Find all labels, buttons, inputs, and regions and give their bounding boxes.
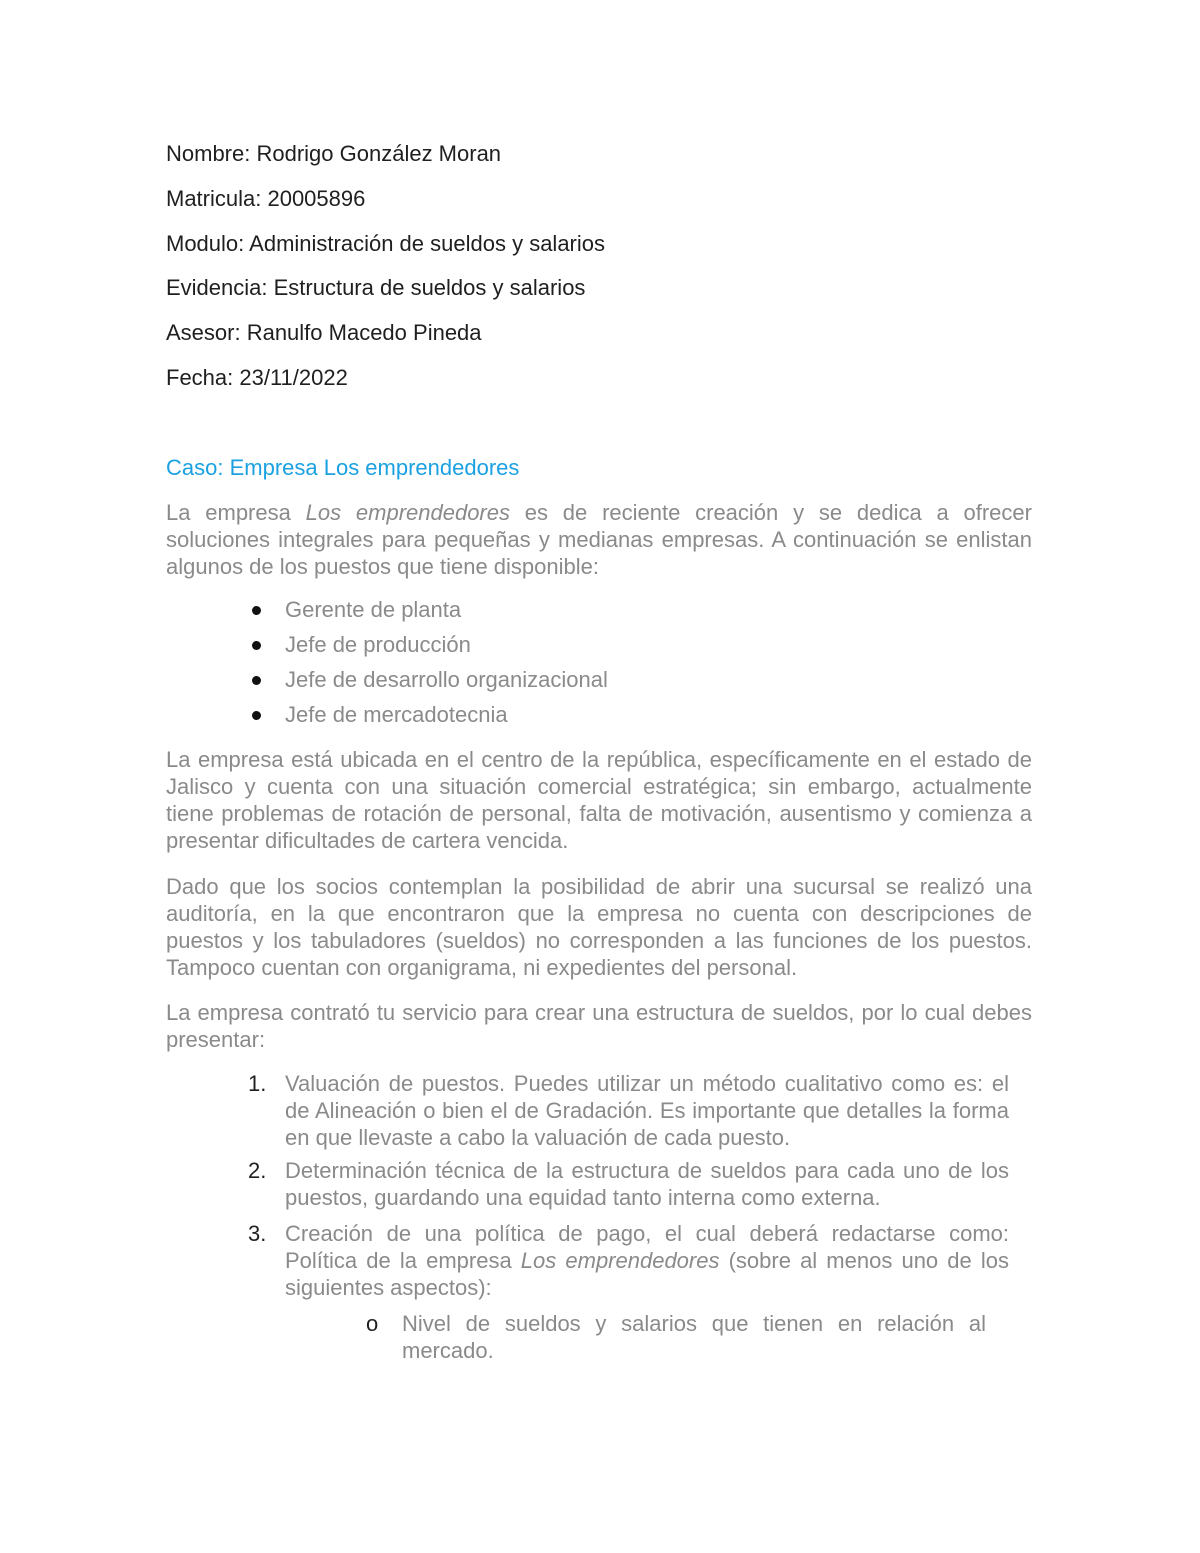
list-item [246, 1220, 1009, 1301]
list-item [246, 1070, 1009, 1151]
list-item [366, 1310, 986, 1364]
list-number: 2. [248, 1158, 267, 1183]
position-label: Jefe de producción [285, 632, 471, 657]
bullet-icon [252, 676, 261, 685]
task-text: Determinación técnica de la estructura de sueldos para cada uno de los puestos, guardando una equidad tanto interna como externa. [285, 1158, 1009, 1210]
position-label: Jefe de desarrollo organizacional [285, 667, 608, 692]
task-text [285, 1220, 1009, 1301]
bullet-icon [252, 711, 261, 720]
task-text-start: Creación de una política de pago, el cual deberá redactarse como: Política de la empresa [285, 1221, 1009, 1273]
date: Fecha: 23/11/2022 [166, 365, 348, 390]
company-name-italic: Los emprendedores [520, 1248, 720, 1273]
evidence-name: Evidencia: Estructura de sueldos y salarios [166, 275, 586, 300]
company-name-italic: Los emprendedores [305, 500, 510, 525]
position-label: Jefe de mercadotecnia [285, 702, 508, 727]
task-text-end: (sobre al menos uno de los siguientes aspectos): [285, 1248, 1009, 1300]
case-intro-paragraph [166, 499, 1032, 580]
subtask-text: Nivel de sueldos y salarios que tienen en relación al mercado. [402, 1311, 986, 1363]
list-number: 3. [248, 1221, 267, 1246]
task-text: Valuación de puestos. Puedes utilizar un método cualitativo como es: el de Alineación o bien el de Gradación. Es importante que detalles la forma en que llevaste a cabo la valuación de cada puesto. [285, 1071, 1009, 1150]
bullet-icon [252, 641, 261, 650]
advisor-name: Asesor: Ranulfo Macedo Pineda [166, 320, 482, 345]
list-number: 1. [248, 1071, 267, 1096]
audit-paragraph: Dado que los socios contemplan la posibilidad de abrir una sucursal se realizó una auditoría, en la que encontraron que la empresa no cuenta con descripciones de puestos y los tabuladores (sueldos) no corresponden a las funciones de los puestos. Tampoco cuentan con organigrama, ni expedientes del personal. [166, 874, 1032, 980]
bullet-icon [252, 606, 261, 615]
list-item [246, 1157, 1009, 1211]
case-intro-start: La empresa [166, 500, 306, 525]
location-paragraph: La empresa está ubicada en el centro de la república, específicamente en el estado de Jalisco y cuenta con una situación comercial estratégica; sin embargo, actualmente tiene problemas de rotación de personal, falta de motivación, ausentismo y comienza a presentar dificultades de cartera vencida. [166, 747, 1032, 853]
module-name: Modulo: Administración de sueldos y salarios [166, 231, 606, 256]
case-title: Caso: Empresa Los emprendedores [166, 455, 520, 480]
case-intro-end: es de reciente creación y se dedica a ofrecer soluciones integrales para pequeñas y medianas empresas. A continuación se enlistan algunos de los puestos que tiene disponible: [166, 500, 1032, 579]
position-label: Gerente de planta [285, 597, 462, 622]
student-name: Nombre: Rodrigo González Moran [166, 141, 502, 166]
requirements-paragraph: La empresa contrató tu servicio para crear una estructura de sueldos, por lo cual debes presentar: [166, 1000, 1032, 1052]
circle-bullet-icon: o [366, 1311, 379, 1336]
student-id: Matricula: 20005896 [166, 186, 366, 211]
